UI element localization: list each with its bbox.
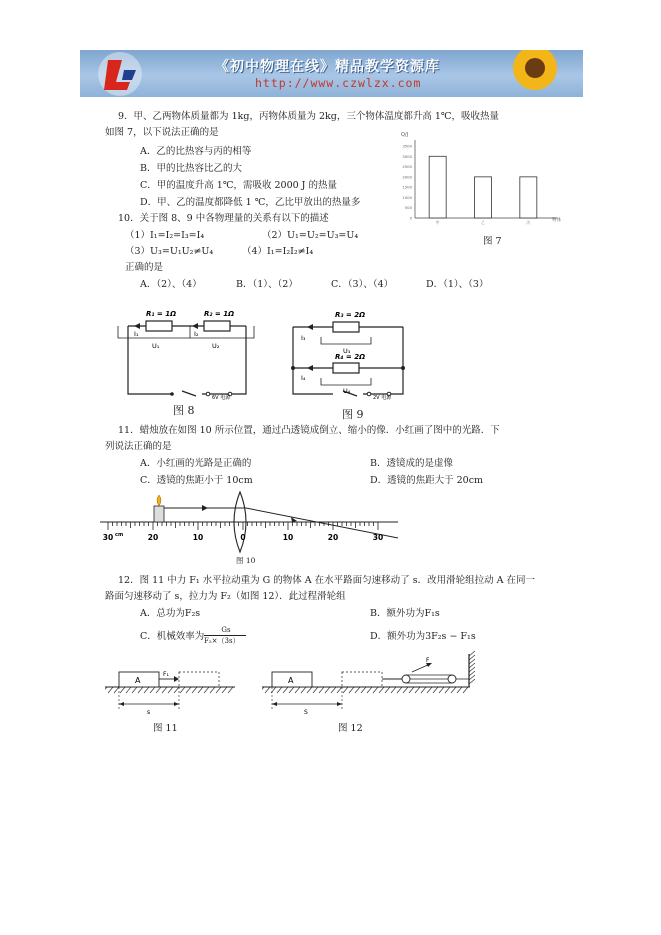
ruler-label: 10 [282, 533, 294, 542]
y-tick-label: 1000 [402, 194, 412, 200]
fig9-u3-label: U₃ [343, 347, 351, 355]
fig9-r3-label: R₃ = 2Ω [335, 311, 366, 319]
q12-line2: 路面匀速移动了 s，拉力为 F₂（如图 12）．此过程滑轮组 [105, 591, 346, 602]
y-tick-label: 0 [409, 215, 412, 221]
q10-desc-3: （3）U₃=U₁U₂≠U₄ [125, 246, 214, 257]
q10-line1: 10．关于图 8、9 中各物理量的关系有以下的描述 [118, 213, 329, 224]
ruler-label: 10 [192, 533, 204, 542]
fig8-r1-label: R₁ = 1Ω [146, 310, 177, 318]
fig12-caption: 图 12 [338, 723, 363, 734]
fig9-r4-label: R₄ = 2Ω [335, 353, 366, 361]
q9-option-b: B．甲的比热容比乙的大 [140, 163, 242, 174]
q9-option-c: C．甲的温度升高 1℃，需吸收 2000 J 的热量 [140, 180, 338, 191]
ruler-label: 20 [327, 533, 339, 542]
fig8-r2-label: R₂ = 1Ω [204, 310, 235, 318]
fig12-force-label: F [426, 657, 430, 664]
fig8-caption: 图 8 [173, 404, 195, 417]
fig10-unit: cm [115, 532, 124, 538]
q12-option-c-denominator: F₂×（3s） [204, 637, 240, 645]
header-banner [80, 50, 583, 97]
fig9-i4-label: I₄ [301, 374, 306, 382]
q12-option-b: B．额外功为F₁s [370, 608, 440, 619]
q12-option-c-prefix: C．机械效率为 [140, 631, 205, 642]
y-axis-label: Q/J [401, 132, 409, 138]
fig11-caption: 图 11 [153, 723, 178, 734]
q11-option-b: B．透镜成的是虚像 [370, 458, 453, 469]
q10-option-c: C．（3）、（4） [331, 279, 394, 290]
banner-url[interactable]: http://www.czwlzx.com [255, 76, 422, 90]
fig8-source-label: 6V 电源 [212, 395, 231, 401]
x-tick-label: 甲 [435, 220, 440, 225]
q12-option-a: A．总功为F₂s [140, 608, 201, 619]
fig12-block-label: A [288, 676, 294, 685]
y-tick-label: 2500 [402, 164, 412, 170]
fig8-u2-label: U₂ [212, 342, 220, 350]
bar-甲 [429, 156, 446, 218]
fig7-caption: 图 7 [483, 236, 502, 247]
q12-line1: 12．图 11 中力 F₁ 水平拉动重为 G 的物体 A 在水平路面匀速移动了 s．改用滑轮组拉动 A 在同一 [118, 575, 535, 586]
fig10-caption: 图 10 [236, 556, 256, 565]
banner-title: 《初中物理在线》精品教学资源库 [215, 59, 440, 75]
q10-prompt: 正确的是 [125, 262, 164, 273]
q10-desc-4: （4）I₁=I₂I₂≠I₄ [242, 246, 314, 257]
y-tick-label: 500 [404, 205, 412, 211]
fig12-diagram [262, 650, 480, 740]
q9-option-a: A．乙的比热容与丙的相等 [140, 146, 252, 157]
fig11-block-label: A [135, 676, 141, 685]
y-tick-label: 2000 [402, 174, 412, 180]
q10-desc-1: （1）I₁=I₂=I₃=I₄ [125, 230, 205, 241]
ruler-label: 0 [240, 533, 246, 542]
fig11-force-label: F₁ [163, 671, 169, 678]
bar-乙 [475, 177, 492, 218]
candle-icon [154, 495, 164, 522]
bar-丙 [520, 177, 537, 218]
fig10-optics [100, 490, 400, 560]
x-tick-label: 丙 [526, 220, 531, 225]
y-tick-label: 3500 [402, 143, 412, 149]
fig9-u4-label: U₄ [343, 387, 351, 395]
ruler-label: 20 [147, 533, 159, 542]
fig8-i2-label: I₂ [194, 330, 199, 338]
q11-line1: 11．蜡烛放在如图 10 所示位置，通过凸透镜成倒立、缩小的像．小红画了图中的光路．下 [118, 425, 500, 436]
q9-option-d: D．甲、乙的温度都降低 1 ℃，乙比甲放出的热量多 [140, 197, 361, 208]
x-tick-label: 乙 [481, 220, 485, 225]
q12-option-d: D．额外功为3F₂s − F₁s [370, 631, 476, 642]
q11-option-d: D．透镜的焦距大于 20cm [370, 475, 484, 486]
ruler-label: 30 [372, 533, 384, 542]
fig8-i1-label: I₁ [134, 330, 139, 338]
q11-line2: 列说法正确的是 [105, 441, 172, 452]
fig8-u1-label: U₁ [152, 342, 160, 350]
q10-option-a: A．（2）、（4） [140, 279, 202, 290]
q9-line1: 9．甲、乙两物体质量都为 1kg，丙物体质量为 2kg，三个物体温度都升高 1℃，吸收热量 [118, 111, 500, 122]
q9-line2: 如图 7，以下说法正确的是 [105, 127, 219, 138]
y-tick-label: 1500 [402, 184, 412, 190]
q10-option-b: B．（1）、（2） [236, 279, 298, 290]
fig11-distance-label: s [147, 709, 151, 716]
q12-option-c-numerator: Gs [221, 626, 231, 634]
fig9-caption: 图 9 [342, 408, 364, 421]
q10-option-d: D．（1）、（3） [426, 279, 489, 290]
fig8-circuit [112, 298, 260, 420]
q11-option-c: C．透镜的焦距小于 10cm [140, 475, 253, 486]
fig9-circuit [281, 302, 411, 424]
fig12-distance-label: S [304, 709, 308, 716]
q10-desc-2: （2）U₁=U₂=U₃=U₄ [262, 230, 359, 241]
fig9-source-label: 2V 电源 [373, 395, 392, 401]
x-axis-label: 物体 [552, 218, 561, 223]
y-tick-label: 3000 [402, 153, 412, 159]
ruler-label: 30 [102, 533, 114, 542]
q11-option-a: A．小红画的光路是正确的 [140, 458, 252, 469]
fig9-i3-label: I₃ [301, 334, 306, 342]
